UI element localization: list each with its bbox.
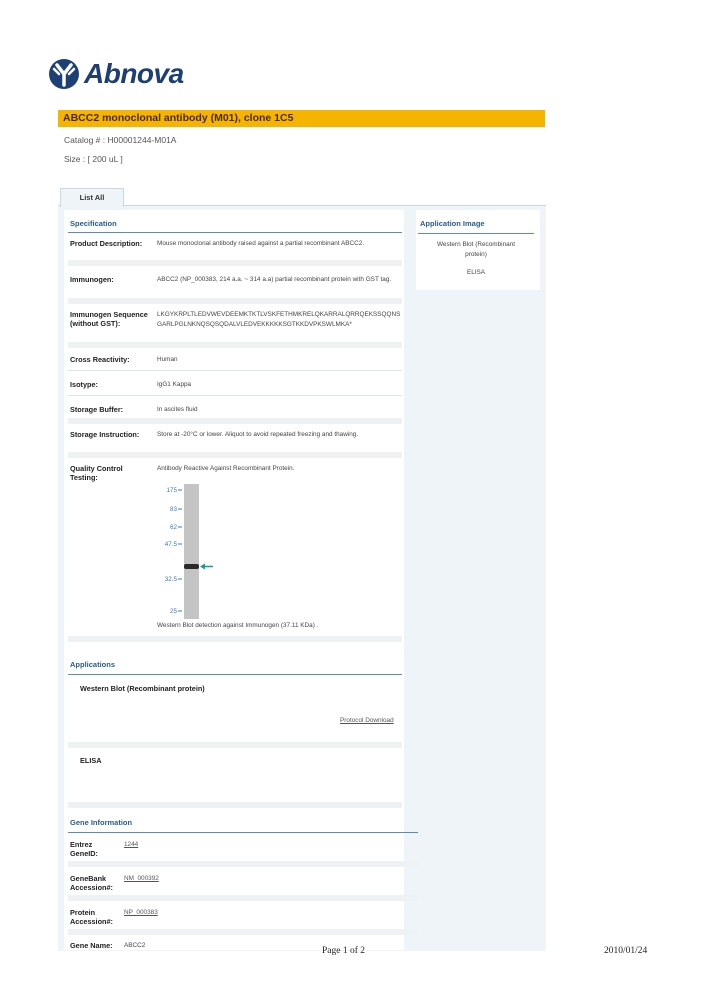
gene-value-entrez-link[interactable]: 1244	[124, 841, 139, 848]
application-western-blot: Western Blot (Recombinant protein)	[80, 684, 205, 693]
row-separator	[68, 260, 402, 266]
row-separator	[68, 370, 402, 371]
gene-information-heading: Gene Information	[70, 818, 133, 827]
print-date: 2010/01/24	[604, 946, 648, 956]
spec-label-storage-instruction: Storage Instruction:	[70, 430, 140, 439]
brand-name: Abnova	[84, 58, 184, 89]
spec-value-quality-control: Antibody Reactive Against Recombinant Protein.	[157, 465, 295, 472]
row-separator	[68, 342, 402, 348]
spec-label-immunogen: Immunogen:	[70, 275, 114, 284]
spec-value-storage-instruction: Store at -20°C or lower. Aliquot to avoid repeated freezing and thawing.	[157, 431, 359, 438]
spec-value-product-description: Mouse monoclonal antibody raised against a partial recombinant ABCC2.	[157, 240, 365, 247]
page-number: Page 1 of 2	[322, 946, 366, 956]
row-separator	[68, 395, 402, 396]
application-elisa: ELISA	[80, 756, 102, 765]
blot-marker-label: 83	[169, 506, 177, 513]
specification-divider	[68, 232, 402, 233]
spec-label-product-description: Product Description:	[70, 239, 143, 248]
application-image-link-elisa[interactable]: ELISA	[466, 269, 486, 276]
spec-value-isotype: IgG1 Kappa	[157, 381, 192, 388]
spec-label-quality-control: Quality Control Testing:	[70, 464, 123, 482]
application-image-heading: Application Image	[420, 219, 485, 228]
row-separator	[68, 636, 402, 642]
row-separator	[68, 452, 402, 458]
blot-marker-label: 47.5	[164, 541, 177, 548]
applications-divider	[68, 674, 402, 675]
spec-value-immunogen: ABCC2 (NP_000383, 214 a.a. ~ 314 a.a) partial recombinant protein with GST tag.	[157, 276, 392, 283]
specification-heading: Specification	[70, 219, 117, 228]
western-blot-image	[150, 484, 230, 619]
catalog-number: Catalog # : H00001244-M01A	[64, 135, 177, 145]
spec-label-isotype: Isotype:	[70, 380, 98, 389]
spec-label-immunogen-sequence: Immunogen Sequence (without GST):	[70, 310, 148, 328]
spec-label-cross-reactivity: Cross Reactivity:	[70, 355, 130, 364]
gene-value-name: ABCC2	[124, 942, 146, 949]
product-title: ABCC2 monoclonal antibody (M01), clone 1C5	[63, 112, 294, 124]
product-title-bar	[58, 110, 545, 127]
gene-information-divider	[68, 832, 418, 833]
blot-lane	[184, 484, 199, 619]
blot-marker-label: 175	[166, 487, 177, 494]
row-separator	[68, 802, 402, 808]
antibody-logo-icon	[48, 58, 80, 90]
blot-marker-label: 32.5	[164, 576, 177, 583]
blot-marker-label: 25	[169, 608, 177, 615]
spec-value-immunogen-sequence: LKGYKRPLTLEDVWEVDEEMKTKTLVSKFETHMKRELQKARRALQRRQEKSSQQNSGARLPGLNKNQSQSQDALVLEDVEKKKKKSGTKKDVPKSWLMKA*	[157, 311, 401, 328]
row-separator	[68, 742, 402, 748]
row-separator	[68, 861, 418, 867]
row-separator	[68, 298, 402, 304]
row-separator	[68, 418, 402, 424]
blot-marker-label: 62	[169, 524, 177, 531]
blot-caption: Western Blot detection against Immunogen (37.11 KDa) .	[157, 622, 319, 629]
product-size: Size : [ 200 uL ]	[64, 154, 123, 164]
application-image-link-western-blot[interactable]: Western Blot (Recombinant protein)	[436, 241, 516, 258]
tab-list-all[interactable]: List All	[60, 188, 124, 207]
application-image-divider	[418, 233, 534, 234]
blot-band	[184, 564, 199, 569]
gene-value-protein-link[interactable]: NP_000383	[124, 909, 158, 916]
applications-heading: Applications	[70, 660, 116, 669]
gene-label-genebank: GeneBank Accession#:	[70, 874, 113, 892]
protocol-download-link[interactable]: Protocol Download	[340, 717, 394, 724]
abnova-logo	[48, 58, 184, 90]
spec-value-storage-buffer: In ascites fluid	[157, 406, 198, 413]
gene-label-protein: Protein Accession#:	[70, 908, 113, 926]
band-arrow-icon	[200, 564, 213, 570]
row-separator	[68, 929, 418, 935]
spec-label-storage-buffer: Storage Buffer:	[70, 405, 124, 414]
row-separator	[68, 895, 418, 901]
gene-label-entrez: Entrez GeneID:	[70, 840, 98, 858]
gene-label-name: Gene Name:	[70, 941, 113, 950]
gene-value-genebank-link[interactable]: NM_000392	[124, 875, 159, 882]
spec-value-cross-reactivity: Human	[157, 356, 178, 363]
